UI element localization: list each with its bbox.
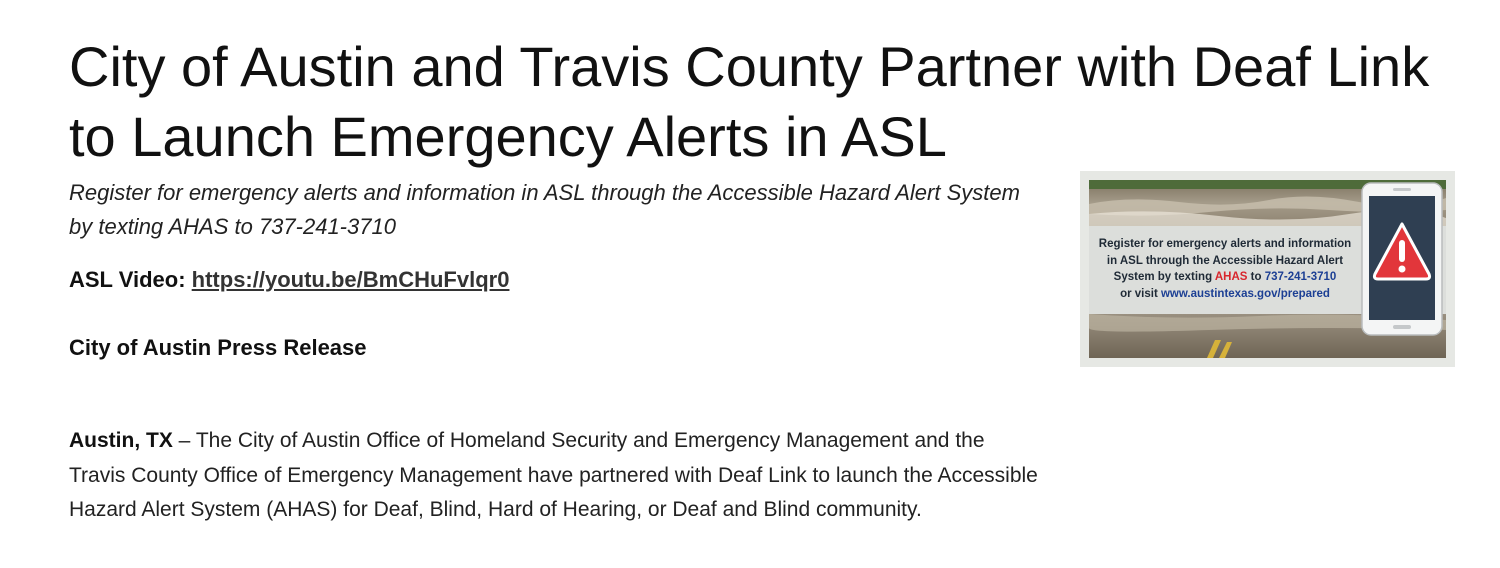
ahas-promo-image [1080,171,1455,367]
body-text: – The City of Austin Office of Homeland Security and Emergency Management and the Travis County Office of Emergency Management have partnered with Deaf Link to launch the Accessible Hazard Alert System (AHAS) for Deaf, Blind, Hard of Hearing, or Deaf and Blind community. [69,429,1038,521]
promo-line-1: Register for emergency alerts and information [1098,238,1352,250]
promo-line-4-prefix: or visit [1120,287,1161,300]
asl-video-link[interactable]: https://youtu.be/BmCHuFvlqr0 [191,267,510,292]
promo-text-block [1089,236,1361,302]
article-body-paragraph [69,424,1044,528]
promo-image-content [1089,180,1446,358]
promo-line-3-mid: to [1247,271,1265,283]
article-subtitle: Register for emergency alerts and information in ASL through the Accessible Hazard Alert System by texting AHAS to 737-241-3710 [69,180,1020,239]
promo-line-3 [1089,269,1361,286]
promo-phone-number: 737-241-3710 [1264,271,1337,283]
promo-url: www.austintexas.gov/prepared [1160,287,1330,300]
promo-line-3-prefix: System by texting [1113,271,1215,283]
promo-ahas-code: AHAS [1214,271,1248,283]
promo-line-2: in ASL through the Accessible Hazard Alert [1106,254,1344,267]
asl-video-line [69,264,509,296]
promo-line-4 [1089,286,1361,303]
asl-video-label: ASL Video: [69,267,186,292]
press-release-heading: City of Austin Press Release [69,335,367,360]
dateline: Austin, TX [69,429,173,452]
page-title: City of Austin and Travis County Partner with Deaf Link to Launch Emergency Alerts in ASL [69,35,1430,168]
